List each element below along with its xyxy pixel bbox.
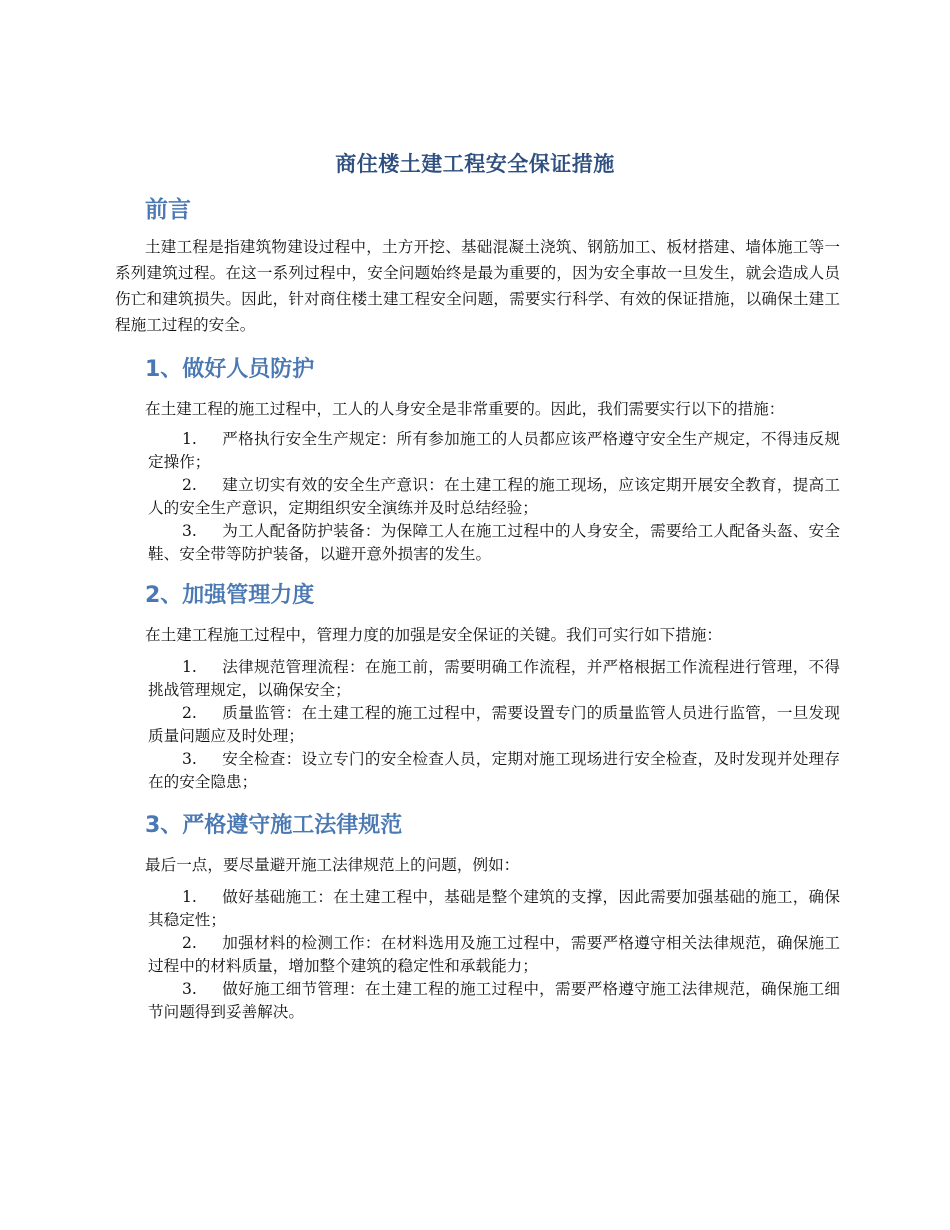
list-item-text: 法律规范管理流程：在施工前，需要明确工作流程，并严格根据工作流程进行管理，不得挑战管理规定，以确保安全； <box>148 658 840 699</box>
section-1-intro: 在土建工程的施工过程中，工人的人身安全是非常重要的。因此，我们需要实行以下的措施： <box>145 400 785 418</box>
list-item-text: 做好基础施工：在土建工程中，基础是整个建筑的支撑，因此需要加强基础的施工，确保其稳定性； <box>148 888 840 929</box>
preface-heading: 前言 <box>145 197 191 223</box>
preface-paragraph: 土建工程是指建筑物建设过程中，土方开挖、基础混凝土浇筑、钢筋加工、板材搭建、墙体施工等一系列建筑过程。在这一系列过程中，安全问题始终是最为重要的，因为安全事故一旦发生，就会造成人员伤亡和建筑损失。因此，针对商住楼土建工程安全问题，需要实行科学、有效的保证措施，以确保土建工程施工过程的安全。 <box>115 238 840 334</box>
list-item-number: 2. <box>182 704 197 722</box>
list-item-text: 安全检查：设立专门的安全检查人员，定期对施工现场进行安全检查，及时发现并处理存在的安全隐患； <box>148 750 840 791</box>
section-1-heading: 1、做好人员防护 <box>145 357 315 382</box>
list-item <box>115 520 840 566</box>
list-item <box>115 702 840 748</box>
list-item <box>115 748 840 794</box>
list-item <box>115 428 840 474</box>
list-item <box>115 932 840 978</box>
section-1-list <box>115 428 840 566</box>
list-item-number: 3. <box>182 980 197 998</box>
section-2-list <box>115 656 840 794</box>
list-item-number: 3. <box>182 522 197 540</box>
list-item <box>115 978 840 1024</box>
list-item-text: 做好施工细节管理：在土建工程的施工过程中，需要严格遵守施工法律规范，确保施工细节问题得到妥善解决。 <box>148 980 840 1021</box>
list-item-number: 1. <box>182 430 197 448</box>
list-item-number: 2. <box>182 934 197 952</box>
list-item-number: 3. <box>182 750 197 768</box>
list-item-number: 1. <box>182 658 197 676</box>
list-item-text: 严格执行安全生产规定：所有参加施工的人员都应该严格遵守安全生产规定，不得违反规定操作； <box>148 430 840 471</box>
list-item-number: 1. <box>182 888 197 906</box>
section-3-intro: 最后一点，要尽量避开施工法律规范上的问题，例如： <box>145 856 520 874</box>
document-title: 商住楼土建工程安全保证措施 <box>335 152 615 176</box>
section-2-intro: 在土建工程施工过程中，管理力度的加强是安全保证的关键。我们可实行如下措施： <box>145 626 722 644</box>
list-item-text: 为工人配备防护装备：为保障工人在施工过程中的人身安全，需要给工人配备头盔、安全鞋、安全带等防护装备，以避开意外损害的发生。 <box>148 522 840 563</box>
section-3-heading: 3、严格遵守施工法律规范 <box>145 813 403 838</box>
section-3-list <box>115 886 840 1024</box>
list-item <box>115 656 840 702</box>
list-item-text: 加强材料的检测工作：在材料选用及施工过程中，需要严格遵守相关法律规范，确保施工过程中的材料质量，增加整个建筑的稳定性和承载能力； <box>148 934 840 975</box>
section-2-heading: 2、加强管理力度 <box>145 583 315 608</box>
list-item-text: 建立切实有效的安全生产意识：在土建工程的施工现场，应该定期开展安全教育，提高工人的安全生产意识，定期组织安全演练并及时总结经验； <box>148 476 840 517</box>
list-item-number: 2. <box>182 476 197 494</box>
list-item-text: 质量监管：在土建工程的施工过程中，需要设置专门的质量监管人员进行监管，一旦发现质量问题应及时处理； <box>148 704 840 745</box>
list-item <box>115 886 840 932</box>
list-item <box>115 474 840 520</box>
document-body <box>115 192 840 1024</box>
